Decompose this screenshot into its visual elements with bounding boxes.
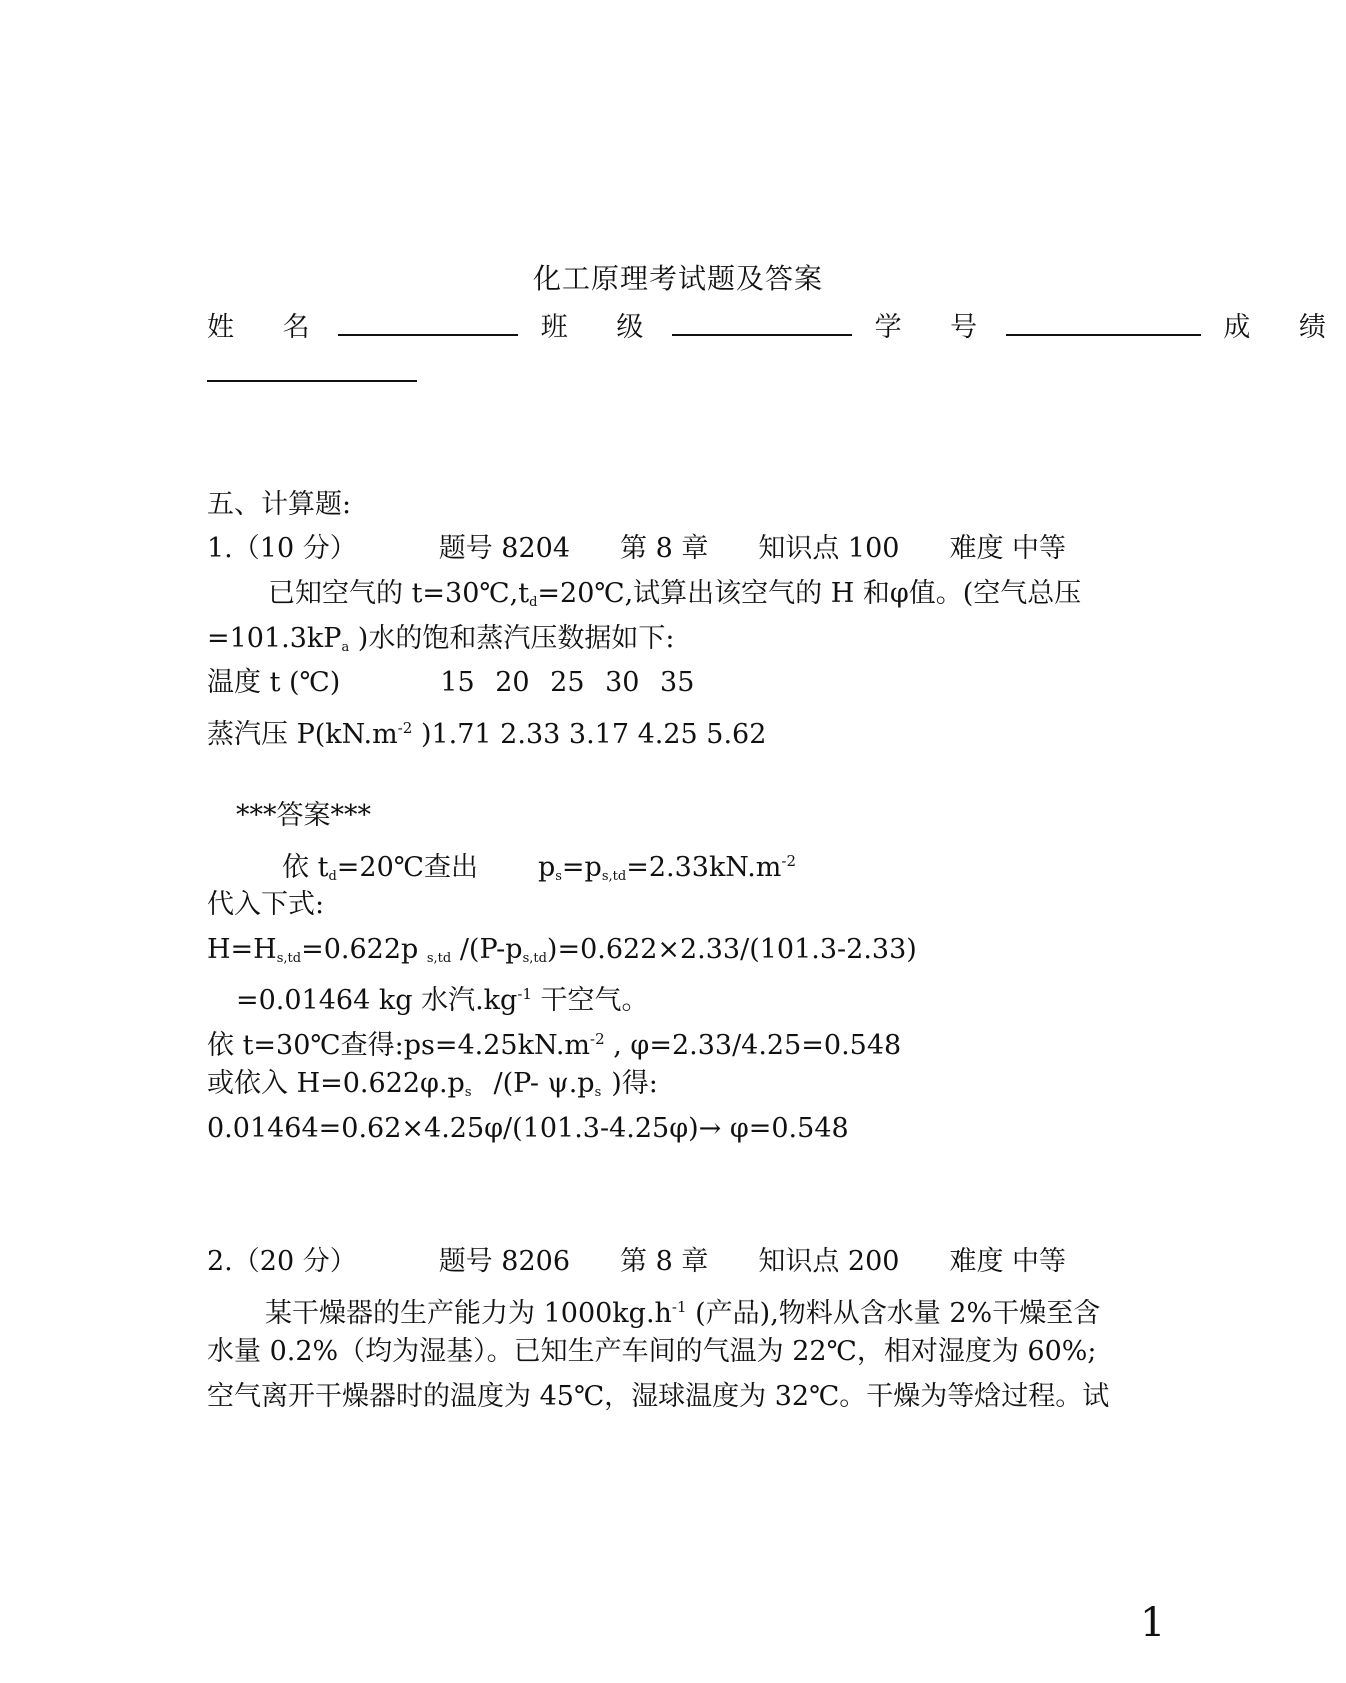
student-info-row <box>207 308 1346 345</box>
name-field[interactable] <box>338 308 518 336</box>
q1-answer-line2: 代入下式: <box>207 889 325 920</box>
q1-temperature-row: 温度 t (℃) 15 20 25 30 35 <box>207 667 695 698</box>
q1-number: 题号 8204 <box>438 533 570 564</box>
q1-knowledge-point: 知识点 100 <box>758 533 900 564</box>
q1-answer-heading: ***答案*** <box>236 800 371 831</box>
q1-answer-line7: 0.01464=0.62×4.25φ/(101.3-4.25φ)→ φ=0.548 <box>207 1113 849 1144</box>
q2-chapter: 第 8 章 <box>620 1246 709 1277</box>
q1-text-line1: 已知空气的 t=30℃,td=20℃,试算出该空气的 H 和φ值。(空气总压 <box>268 578 1082 610</box>
q1-pressure-row: 蒸汽压 $P(kN.m^{-2}$ )1.71 2.33 3.17 4.25 5.62 <box>207 719 767 750</box>
q1-answer-line3: H=Hs,td=0.622p s,td /(P-ps,td)=0.622×2.33/(101.3-2.33) <box>207 934 917 966</box>
q2-text-line1: 某干燥器的生产能力为 $1000kg.h^{-1}$ (产品),物料从含水量 2%干燥至含 <box>265 1298 1101 1329</box>
q2-difficulty: 难度 中等 <box>949 1246 1067 1277</box>
score-label: 成 绩 <box>1223 312 1346 343</box>
q1-difficulty: 难度 中等 <box>949 533 1067 564</box>
q2-text-line3: 空气离开干燥器时的温度为 45℃，湿球温度为 32℃。干燥为等焓过程。试 <box>207 1381 1110 1412</box>
class-label: 班 级 <box>540 312 664 343</box>
q1-text-line2: =101.3kPa )水的饱和蒸汽压数据如下: <box>207 623 675 655</box>
score-field-row <box>207 354 417 391</box>
q2-knowledge-point: 知识点 200 <box>758 1246 900 1277</box>
document-title: 化工原理考试题及答案 <box>533 262 824 295</box>
q1-score: 1.（10 分） <box>207 533 357 564</box>
q1-answer-line6: 或依入 H=0.622φ.ps /(P- ψ.ps )得: <box>207 1068 658 1100</box>
student-id-label: 学 号 <box>874 312 998 343</box>
q1-header <box>207 532 1066 566</box>
q2-score: 2.（20 分） <box>207 1246 357 1277</box>
q1-answer-line1: 依 td=20℃查出 $ps=ps,td=2.33kN.m^{-2}$ <box>282 852 797 884</box>
name-label: 姓 名 <box>207 312 330 343</box>
score-field[interactable] <box>207 354 417 382</box>
q2-header <box>207 1245 1066 1279</box>
q1-chapter: 第 8 章 <box>620 533 709 564</box>
student-id-field[interactable] <box>1006 308 1201 336</box>
q1-answer-line4: =0.01464 kg 水汽$.kg^{-1}$ 干空气。 <box>236 985 649 1016</box>
page-number: 1 <box>1140 1600 1166 1646</box>
q2-number: 题号 8206 <box>438 1246 570 1277</box>
section-heading: 五、计算题: <box>207 489 352 520</box>
q2-text-line2: 水量 0.2%（均为湿基）。已知生产车间的气温为 22℃，相对湿度为 60%; <box>207 1336 1097 1367</box>
class-field[interactable] <box>672 308 852 336</box>
q1-answer-line5: 依 t=30℃查得$:ps=4.25kN.m^{-2}$ , φ=2.33/4.25=0.548 <box>207 1030 902 1061</box>
